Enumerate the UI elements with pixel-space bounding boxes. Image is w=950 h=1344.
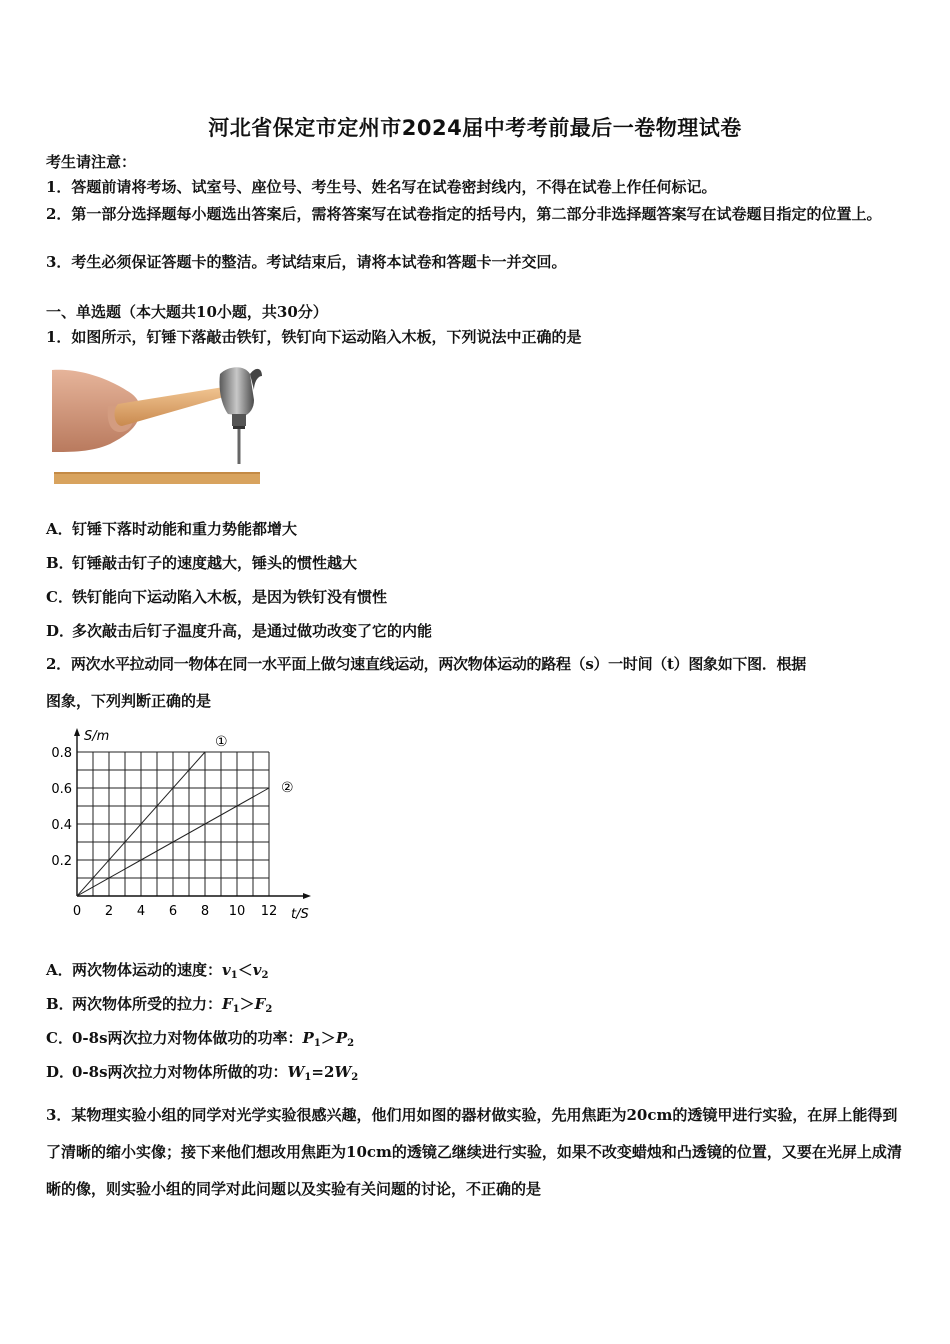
q2-option-c[interactable]: C．0-8s两次拉力对物体做功的功率：$P_1>P_2$ <box>46 1029 355 1049</box>
section-heading: 一、单选题（本大题共10小题，共30分） <box>46 303 328 321</box>
notice-item-3: 3．考生必须保证答题卡的整洁。考试结束后，请将本试卷和答题卡一并交回。 <box>46 253 567 271</box>
x-tick-label: 12 <box>260 904 278 919</box>
q2-stem-line2: 图象，下列判断正确的是 <box>46 692 212 710</box>
hammer-face <box>232 414 246 426</box>
y-tick-label: 0.4 <box>51 818 72 833</box>
x-tick-label: 4 <box>136 904 146 919</box>
series-label-1: ① <box>215 734 228 750</box>
x-tick-label: 0 <box>72 904 82 919</box>
x-axis-arrow <box>303 893 311 899</box>
x-tick-label: 8 <box>200 904 210 919</box>
series-label-2: ② <box>281 780 294 796</box>
q2-option-d[interactable]: D．0-8s两次拉力对物体所做的功：$W_1=2W_2$ <box>46 1063 359 1083</box>
q1-stem: 1．如图所示，钉锤下落敲击铁钉，铁钉向下运动陷入木板，下列说法中正确的是 <box>46 328 582 346</box>
x-axis-label: t/S <box>291 907 309 922</box>
notice-item-1: 1．答题前请将考场、试室号、座位号、考生号、姓名写在试卷密封线内，不得在试卷上作任何标记。 <box>46 178 717 196</box>
q1-option-c[interactable]: C．铁钉能向下运动陷入木板，是因为铁钉没有惯性 <box>46 588 388 606</box>
y-tick-label: 0.8 <box>51 746 72 761</box>
hammer-handle <box>115 386 235 426</box>
s-t-graph <box>44 722 324 932</box>
notice-heading: 考生请注意： <box>46 153 137 171</box>
notice-item-2: 2．第一部分选择题每小题选出答案后，需将答案写在试卷指定的括号内，第二部分非选择题答案写在试卷题目指定的位置上。 <box>46 205 882 223</box>
x-tick-label: 6 <box>168 904 178 919</box>
q1-option-a[interactable]: A．钉锤下落时动能和重力势能都增大 <box>46 520 298 538</box>
y-axis-label: S/m <box>84 729 110 744</box>
y-tick-label: 0.6 <box>51 782 72 797</box>
nail <box>238 426 241 464</box>
y-tick-label: 0.2 <box>51 854 72 869</box>
q2-option-a[interactable]: A．两次物体运动的速度：$v_1<v_2$ <box>46 961 269 981</box>
page-title: 河北省保定市定州市2024届中考考前最后一卷物理试卷 <box>208 116 742 140</box>
x-tick-label: 2 <box>104 904 114 919</box>
nail-head <box>233 426 245 429</box>
q2-stem-line1: 2．两次水平拉动同一物体在同一水平面上做匀速直线运动，两次物体运动的路程（s）一时间（t）图象如下图．根据 <box>46 655 806 673</box>
y-axis-arrow <box>74 728 80 736</box>
q1-option-b[interactable]: B．钉锤敲击钉子的速度越大，锤头的惯性越大 <box>46 554 358 572</box>
q1-option-d[interactable]: D．多次敲击后钉子温度升高，是通过做功改变了它的内能 <box>46 622 433 640</box>
hammer-nail-figure <box>52 360 264 488</box>
q2-option-b[interactable]: B．两次物体所受的拉力：$F_1>F_2$ <box>46 995 273 1015</box>
q3-stem: 3．某物理实验小组的同学对光学实验很感兴趣，他们用如图的器材做实验，先用焦距为20cm的透镜甲进行实验，在屏上能得到了清晰的缩小实像；接下来他们想改用焦距为10cm的透镜乙继续进行实验，如果不改变蜡烛和凸透镜的位置，又要在光屏上成清晰的像，则实验小组的同学对此问题以及实验有关问题的讨论，不正确的是 <box>46 1106 902 1198</box>
hammer-head <box>219 367 254 416</box>
x-tick-label: 10 <box>228 904 246 919</box>
